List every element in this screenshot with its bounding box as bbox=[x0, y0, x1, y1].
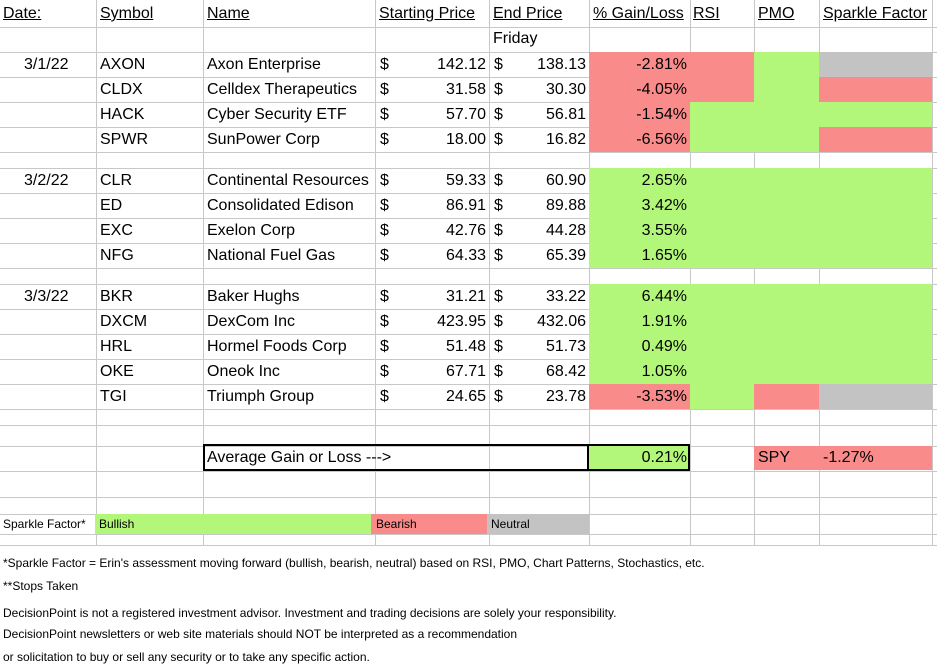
gain-loss-value: 2.65% bbox=[641, 171, 687, 189]
grid-row-line bbox=[0, 425, 937, 426]
currency-symbol: $ bbox=[494, 130, 503, 148]
grid-column-line bbox=[932, 0, 933, 545]
currency-symbol: $ bbox=[380, 312, 389, 330]
end-price: 432.06 bbox=[537, 312, 586, 330]
currency-symbol: $ bbox=[494, 246, 503, 264]
stock-name: Exelon Corp bbox=[207, 221, 296, 239]
grid-row-line bbox=[0, 27, 937, 28]
currency-symbol: $ bbox=[380, 221, 389, 239]
rsi-status-fill bbox=[690, 284, 754, 309]
average-row-border bbox=[203, 444, 690, 446]
stock-symbol: SPWR bbox=[100, 130, 148, 148]
starting-price: 59.33 bbox=[445, 171, 486, 189]
grid-row-line bbox=[0, 497, 937, 498]
pmo-status-fill bbox=[754, 193, 819, 218]
gain-loss-value: -4.05% bbox=[636, 80, 687, 98]
currency-symbol: $ bbox=[380, 55, 389, 73]
legend-bullish: Bullish bbox=[95, 514, 371, 534]
stock-name: Consolidated Edison bbox=[207, 196, 354, 214]
starting-price: 67.71 bbox=[445, 362, 486, 380]
end-price: 23.78 bbox=[545, 387, 586, 405]
note-stops-taken: **Stops Taken bbox=[3, 579, 79, 593]
starting-price: 42.76 bbox=[445, 221, 486, 239]
currency-symbol: $ bbox=[380, 362, 389, 380]
end-price: 51.73 bbox=[545, 337, 586, 355]
legend-title: Sparkle Factor* bbox=[3, 517, 86, 531]
stock-name: Hormel Foods Corp bbox=[207, 337, 347, 355]
header-rsi: RSI bbox=[693, 5, 720, 22]
gain-loss-value: 0.49% bbox=[641, 337, 687, 355]
pmo-status-fill bbox=[754, 243, 819, 268]
pmo-status-fill bbox=[754, 52, 819, 77]
stock-name: Baker Hughs bbox=[207, 287, 300, 305]
disclaimer-line-3: or solicitation to buy or sell any security or to take any specific action. bbox=[3, 650, 370, 664]
currency-symbol: $ bbox=[494, 55, 503, 73]
average-row-border bbox=[688, 444, 690, 471]
currency-symbol: $ bbox=[380, 196, 389, 214]
pmo-status-fill bbox=[754, 384, 819, 409]
sparkle-status-fill bbox=[819, 102, 932, 127]
stock-name: Celldex Therapeutics bbox=[207, 80, 358, 98]
rsi-status-fill bbox=[690, 127, 754, 152]
currency-symbol: $ bbox=[494, 362, 503, 380]
legend-bearish: Bearish bbox=[371, 514, 487, 534]
sparkle-status-fill bbox=[819, 243, 932, 268]
gain-loss-value: -1.54% bbox=[636, 105, 687, 123]
stock-name: Cyber Security ETF bbox=[207, 105, 347, 123]
rsi-status-fill bbox=[690, 334, 754, 359]
currency-symbol: $ bbox=[380, 130, 389, 148]
gain-loss-value: 1.91% bbox=[641, 312, 687, 330]
stock-name: DexCom Inc bbox=[207, 312, 296, 330]
starting-price: 51.48 bbox=[445, 337, 486, 355]
average-row-border bbox=[587, 444, 589, 471]
header-gain-loss: % Gain/Loss bbox=[593, 5, 684, 22]
end-price: 138.13 bbox=[537, 55, 586, 73]
currency-symbol: $ bbox=[380, 287, 389, 305]
stock-name: National Fuel Gas bbox=[207, 246, 336, 264]
currency-symbol: $ bbox=[494, 105, 503, 123]
stock-name: SunPower Corp bbox=[207, 130, 320, 148]
currency-symbol: $ bbox=[380, 387, 389, 405]
starting-price: 31.58 bbox=[445, 80, 486, 98]
rsi-status-fill bbox=[690, 243, 754, 268]
pmo-status-fill bbox=[754, 102, 819, 127]
stock-symbol: CLR bbox=[100, 171, 133, 189]
spy-label: SPY bbox=[758, 449, 791, 466]
stock-symbol: TGI bbox=[100, 387, 127, 405]
average-value: 0.21% bbox=[641, 449, 687, 466]
starting-price: 86.91 bbox=[445, 196, 486, 214]
rsi-status-fill bbox=[690, 168, 754, 193]
end-price: 89.88 bbox=[545, 196, 586, 214]
starting-price: 64.33 bbox=[445, 246, 486, 264]
currency-symbol: $ bbox=[494, 80, 503, 98]
rsi-status-fill bbox=[690, 52, 754, 77]
header-end-price: End Price bbox=[493, 5, 563, 22]
disclaimer-line-2: DecisionPoint newsletters or web site materials should NOT be interpreted as a recommendation bbox=[3, 627, 518, 641]
rsi-status-fill bbox=[690, 193, 754, 218]
pmo-status-fill bbox=[754, 359, 819, 384]
sparkle-status-fill bbox=[819, 127, 932, 152]
currency-symbol: $ bbox=[494, 312, 503, 330]
pmo-status-fill bbox=[754, 77, 819, 102]
gain-loss-value: -2.81% bbox=[636, 55, 687, 73]
currency-symbol: $ bbox=[380, 246, 389, 264]
pmo-status-fill bbox=[754, 168, 819, 193]
legend-neutral: Neutral bbox=[487, 514, 589, 534]
currency-symbol: $ bbox=[494, 196, 503, 214]
header-end-price-sub: Friday bbox=[493, 30, 538, 47]
starting-price: 31.21 bbox=[445, 287, 486, 305]
average-label: Average Gain or Loss ---> bbox=[207, 449, 392, 466]
stock-name: Continental Resources bbox=[207, 171, 369, 189]
note-sparkle-definition: *Sparkle Factor = Erin's assessment moving forward (bullish, bearish, neutral) based on RSI, PMO, Chart Patterns, Stochastics, etc. bbox=[3, 556, 705, 570]
sparkle-status-fill bbox=[819, 193, 932, 218]
pmo-status-fill bbox=[754, 218, 819, 243]
currency-symbol: $ bbox=[380, 171, 389, 189]
sparkle-status-fill bbox=[819, 218, 932, 243]
sparkle-status-fill bbox=[819, 284, 932, 309]
grid-row-line bbox=[0, 471, 937, 472]
header-sparkle-factor: Sparkle Factor bbox=[823, 5, 928, 22]
sparkle-status-fill bbox=[819, 168, 932, 193]
currency-symbol: $ bbox=[494, 287, 503, 305]
gain-loss-value: 1.65% bbox=[641, 246, 687, 264]
disclaimer-line-1: DecisionPoint is not a registered investment advisor. Investment and trading decisions are solely your responsibility. bbox=[3, 606, 617, 620]
gain-loss-value: 1.05% bbox=[641, 362, 687, 380]
gain-loss-value: -6.56% bbox=[636, 130, 687, 148]
pmo-status-fill bbox=[754, 334, 819, 359]
grid-row-line bbox=[0, 534, 937, 535]
average-row-border bbox=[203, 469, 690, 471]
header-pmo: PMO bbox=[758, 5, 795, 22]
end-price: 56.81 bbox=[545, 105, 586, 123]
end-price: 65.39 bbox=[545, 246, 586, 264]
grid-row-line bbox=[0, 152, 937, 153]
starting-price: 18.00 bbox=[445, 130, 486, 148]
end-price: 33.22 bbox=[545, 287, 586, 305]
starting-price: 57.70 bbox=[445, 105, 486, 123]
grid-row-line bbox=[0, 268, 937, 269]
stock-symbol: BKR bbox=[100, 287, 133, 305]
rsi-status-fill bbox=[690, 218, 754, 243]
rsi-status-fill bbox=[690, 77, 754, 102]
currency-symbol: $ bbox=[494, 337, 503, 355]
grid-row-line bbox=[0, 409, 937, 410]
end-price: 60.90 bbox=[545, 171, 586, 189]
stock-symbol: EXC bbox=[100, 221, 133, 239]
currency-symbol: $ bbox=[380, 337, 389, 355]
grid-row-line bbox=[0, 545, 937, 546]
end-price: 30.30 bbox=[545, 80, 586, 98]
starting-price: 24.65 bbox=[445, 387, 486, 405]
currency-symbol: $ bbox=[494, 171, 503, 189]
stock-symbol: HRL bbox=[100, 337, 133, 355]
end-price: 44.28 bbox=[545, 221, 586, 239]
stock-symbol: OKE bbox=[100, 362, 134, 380]
currency-symbol: $ bbox=[380, 80, 389, 98]
rsi-status-fill bbox=[690, 359, 754, 384]
header-date: Date: bbox=[3, 5, 42, 22]
currency-symbol: $ bbox=[494, 387, 503, 405]
rsi-status-fill bbox=[690, 309, 754, 334]
stock-symbol: NFG bbox=[100, 246, 134, 264]
gain-loss-value: 6.44% bbox=[641, 287, 687, 305]
pmo-status-fill bbox=[754, 127, 819, 152]
header-name: Name bbox=[207, 5, 250, 22]
end-price: 68.42 bbox=[545, 362, 586, 380]
sparkle-status-fill bbox=[819, 309, 932, 334]
pmo-status-fill bbox=[754, 309, 819, 334]
starting-price: 142.12 bbox=[437, 55, 486, 73]
stock-symbol: ED bbox=[100, 196, 123, 214]
gain-loss-value: 3.42% bbox=[641, 196, 687, 214]
row-date: 3/1/22 bbox=[24, 55, 69, 73]
currency-symbol: $ bbox=[380, 105, 389, 123]
sparkle-status-fill bbox=[819, 77, 932, 102]
row-date: 3/2/22 bbox=[24, 171, 69, 189]
pmo-status-fill bbox=[754, 284, 819, 309]
stock-symbol: DXCM bbox=[100, 312, 148, 330]
row-date: 3/3/22 bbox=[24, 287, 69, 305]
end-price: 16.82 bbox=[545, 130, 586, 148]
sparkle-status-fill bbox=[819, 334, 932, 359]
sparkle-status-fill bbox=[819, 359, 932, 384]
rsi-status-fill bbox=[690, 384, 754, 409]
header-starting-price: Starting Price bbox=[379, 5, 476, 22]
stock-symbol: CLDX bbox=[100, 80, 143, 98]
header-symbol: Symbol bbox=[100, 5, 154, 22]
currency-symbol: $ bbox=[494, 221, 503, 239]
gain-loss-value: -3.53% bbox=[636, 387, 687, 405]
spy-value: -1.27% bbox=[823, 449, 874, 466]
average-row-border bbox=[203, 444, 205, 471]
sparkle-status-fill bbox=[819, 384, 932, 409]
rsi-status-fill bbox=[690, 102, 754, 127]
starting-price: 423.95 bbox=[437, 312, 486, 330]
stock-name: Axon Enterprise bbox=[207, 55, 321, 73]
sparkle-status-fill bbox=[819, 52, 932, 77]
grid-column-line bbox=[96, 0, 97, 545]
stock-symbol: HACK bbox=[100, 105, 145, 123]
stock-name: Triumph Group bbox=[207, 387, 314, 405]
stock-symbol: AXON bbox=[100, 55, 146, 73]
stock-name: Oneok Inc bbox=[207, 362, 280, 380]
gain-loss-value: 3.55% bbox=[641, 221, 687, 239]
